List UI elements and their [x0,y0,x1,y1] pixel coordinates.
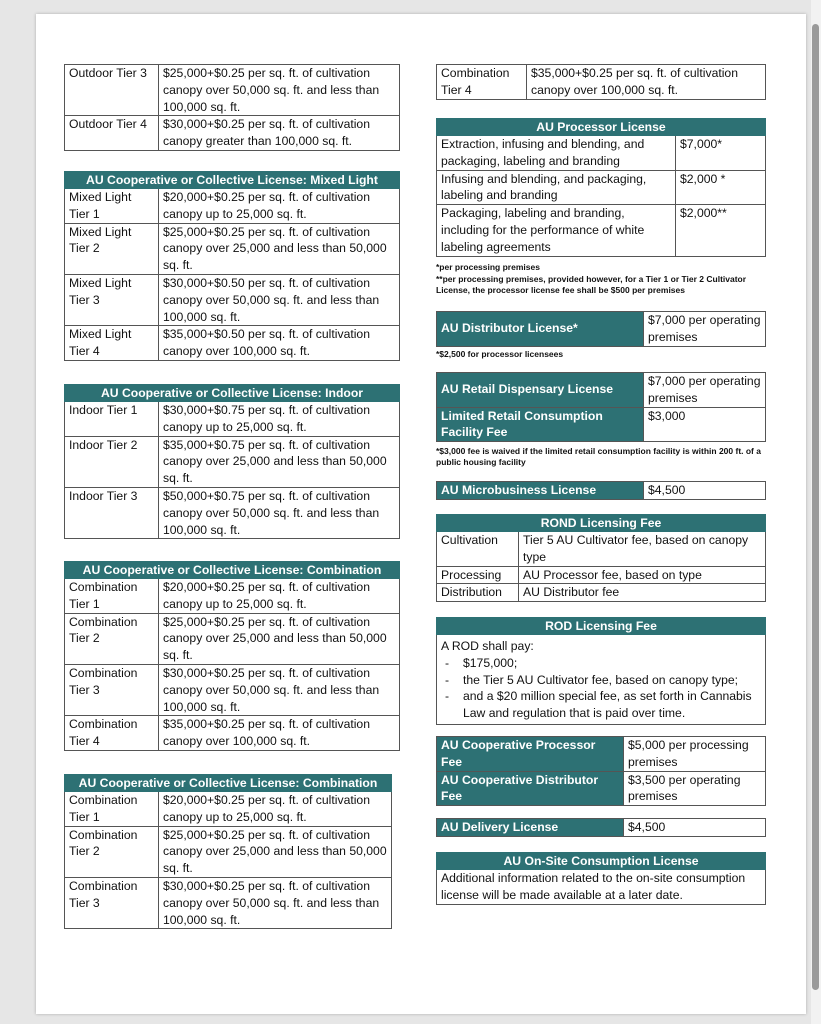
table-row: Indoor Tier 2 $35,000+$0.75 per sq. ft. of cultivation canopy over 25,000 and less than 50,000 sq. ft. [65,436,400,487]
retail-note: *$3,000 fee is waived if the limited retail consumption facility is within 200 ft. of a public housing facility [436,446,761,467]
combination-table-b [64,774,392,929]
combination-table-a [64,561,400,751]
table-row: Extraction, infusing and blending, and packaging, labeling and branding $7,000* [437,136,766,171]
table-row: Combination Tier 4 $35,000+$0.25 per sq. ft. of cultivation canopy over 100,000 sq. ft. [437,65,766,100]
processor-license-table [436,118,766,257]
table-row: Indoor Tier 3 $50,000+$0.75 per sq. ft. of cultivation canopy over 50,000 sq. ft. and less than 100,000 sq. ft. [65,487,400,538]
table-row: Packaging, labeling and branding, including for the performance of white labeling agreements $2,000** [437,205,766,256]
table-row: Outdoor Tier 3 $25,000+$0.25 per sq. ft. of cultivation canopy over 50,000 sq. ft. and less than 100,000 sq. ft. [65,65,400,116]
document-page [36,14,806,1014]
combination-tier4-table [436,64,766,100]
table-title: AU Cooperative or Collective License: Combination [65,562,400,579]
table-row: Combination Tier 3 $30,000+$0.25 per sq. ft. of cultivation canopy over 50,000 sq. ft. and less than 100,000 sq. ft. [65,664,400,715]
table-row: Limited Retail Consumption Facility Fee $3,000 [437,407,766,442]
microbusiness-license-table [436,481,766,500]
table-row: Processing AU Processor fee, based on type [437,566,766,584]
table-row: Combination Tier 2 $25,000+$0.25 per sq. ft. of cultivation canopy over 25,000 and less than 50,000 sq. ft. [65,826,392,877]
list-item: - and a $20 million special fee, as set forth in Cannabis Law and regulation that is paid over time. [463,688,761,722]
distributor-license-table [436,311,766,347]
table-row: AU Retail Dispensary License $7,000 per operating premises [437,373,766,408]
table-row: Cultivation Tier 5 AU Cultivator fee, based on canopy type [437,532,766,567]
processor-note-1: *per processing premises [436,262,540,272]
table-row: Outdoor Tier 4 $30,000+$0.25 per sq. ft. of cultivation canopy greater than 100,000 sq. ft. [65,116,400,151]
rod-fee-box [436,617,766,725]
list-item: - the Tier 5 AU Cultivator fee, based on canopy type; [463,672,761,689]
table-row: Indoor Tier 1 $30,000+$0.75 per sq. ft. of cultivation canopy up to 25,000 sq. ft. [65,402,400,437]
table-title: AU Cooperative or Collective License: Combination [65,775,392,792]
cooperative-fee-table [436,736,766,806]
indoor-table [64,384,400,539]
rond-fee-table [436,514,766,602]
table-row: AU Microbusiness License $4,500 [437,482,766,500]
table-row: Combination Tier 4 $35,000+$0.25 per sq. ft. of cultivation canopy over 100,000 sq. ft. [65,716,400,751]
table-row: Infusing and blending, and packaging, labeling and branding $2,000 * [437,170,766,205]
table-title: ROND Licensing Fee [437,515,766,532]
mixed-light-table [64,171,400,361]
table-title: AU Cooperative or Collective License: Indoor [65,385,400,402]
table-title: AU Cooperative or Collective License: Mixed Light [65,172,400,189]
table-row: AU Cooperative Processor Fee $5,000 per processing premises [437,737,766,772]
table-title: AU Processor License [437,119,766,136]
list-item: - $175,000; [463,655,761,672]
table-row: AU Delivery License $4,500 [437,819,766,837]
distributor-note: *$2,500 for processor licensees [436,349,564,359]
table-row: Mixed Light Tier 2 $25,000+$0.25 per sq. ft. of cultivation canopy over 25,000 and less than 50,000 sq. ft. [65,223,400,274]
table-title: AU On-Site Consumption License [437,853,766,870]
scrollbar-thumb[interactable] [812,24,819,990]
vertical-scrollbar[interactable] [811,0,821,1024]
rod-intro: A ROD shall pay: [441,639,534,653]
table-title: ROD Licensing Fee [437,618,766,635]
retail-license-table [436,372,766,442]
table-row: Mixed Light Tier 1 $20,000+$0.25 per sq. ft. of cultivation canopy up to 25,000 sq. ft. [65,189,400,224]
table-row: AU Distributor License* $7,000 per operating premises [437,312,766,347]
table-row: AU Cooperative Distributor Fee $3,500 per operating premises [437,771,766,806]
table-row: Combination Tier 3 $30,000+$0.25 per sq. ft. of cultivation canopy over 50,000 sq. ft. and less than 100,000 sq. ft. [65,877,392,928]
processor-note-2: **per processing premises, provided however, for a Tier 1 or Tier 2 Cultivator License, the processor license fee shall be $500 per premises [436,274,747,295]
rod-fee-list [441,655,761,722]
table-row: Combination Tier 2 $25,000+$0.25 per sq. ft. of cultivation canopy over 25,000 and less than 50,000 sq. ft. [65,613,400,664]
onsite-text: Additional information related to the on-site consumption license will be made available at a later date. [437,870,766,905]
outdoor-table [64,64,400,151]
table-row: Combination Tier 1 $20,000+$0.25 per sq. ft. of cultivation canopy up to 25,000 sq. ft. [65,792,392,827]
onsite-consumption-box [436,852,766,905]
table-row: Mixed Light Tier 4 $35,000+$0.50 per sq. ft. of cultivation canopy over 100,000 sq. ft. [65,326,400,361]
table-row: Distribution AU Distributor fee [437,584,766,602]
table-row: Combination Tier 1 $20,000+$0.25 per sq. ft. of cultivation canopy up to 25,000 sq. ft. [65,579,400,614]
table-row: Mixed Light Tier 3 $30,000+$0.50 per sq. ft. of cultivation canopy over 50,000 sq. ft. and less than 100,000 sq. ft. [65,274,400,325]
delivery-license-table [436,818,766,837]
